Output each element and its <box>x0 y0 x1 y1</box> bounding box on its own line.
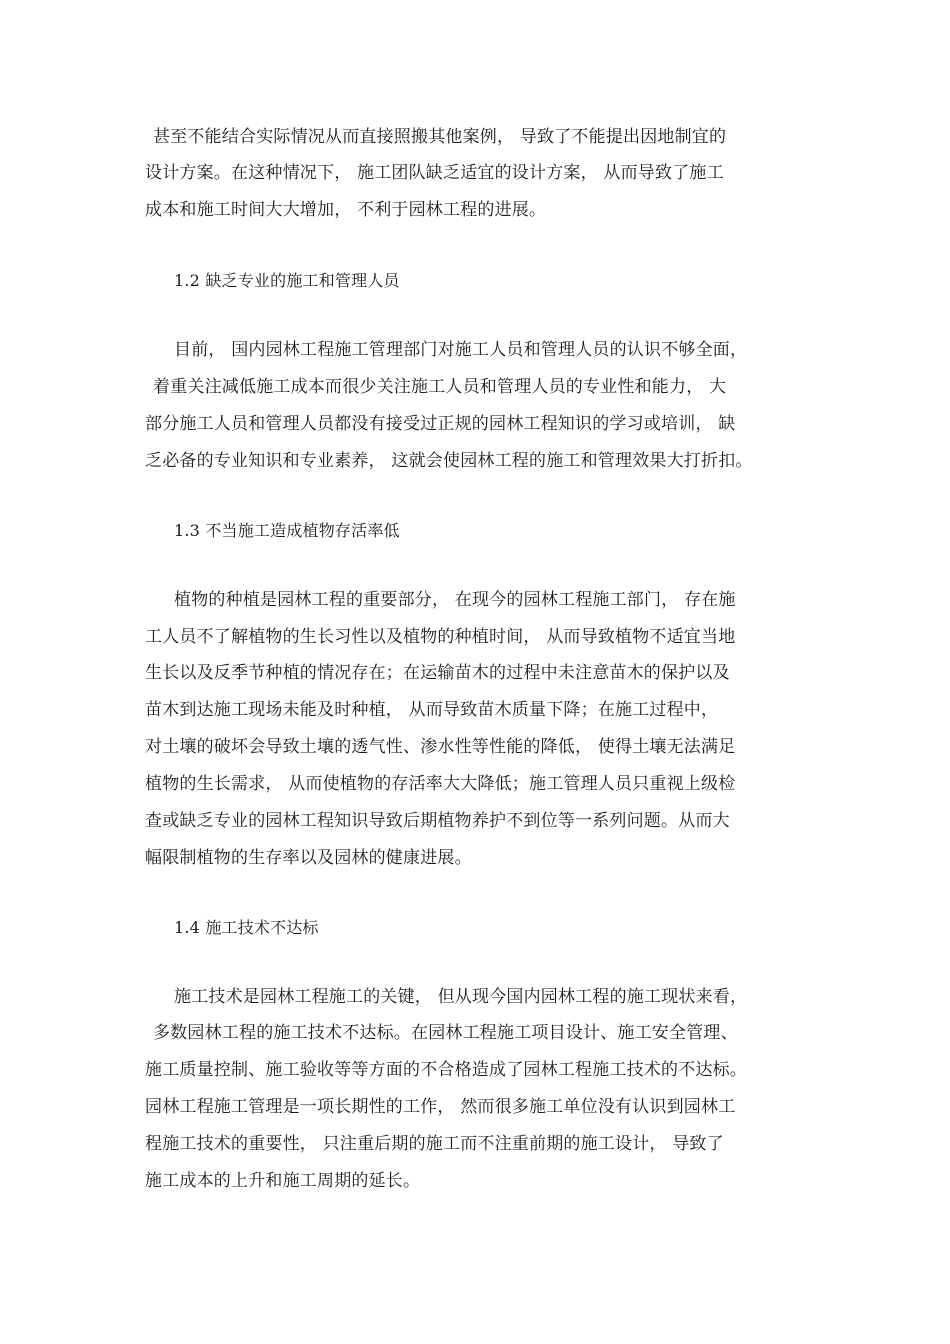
paragraph-line: 施工技术是园林工程施工的关键， 但从现今国内园林工程的施工现状来看， <box>174 987 748 1007</box>
section-heading: 1.4 施工技术不达标 <box>174 918 319 937</box>
section-heading: 1.3 不当施工造成植物存活率低 <box>174 521 400 540</box>
paragraph-line: 园林工程施工管理是一项长期性的工作， 然而很多施工单位没有认识到园林工 <box>145 1097 736 1117</box>
paragraph-line: 苗木到达施工现场未能及时种植， 从而导致苗木质量下降；在施工过程中， <box>145 700 719 720</box>
paragraph-line: 施工质量控制、施工验收等等方面的不合格造成了园林工程施工技术的不达标。 <box>145 1060 747 1080</box>
paragraph-line: 程施工技术的重要性， 只注重后期的施工而不注重前期的施工设计， 导致了 <box>145 1134 724 1154</box>
paragraph-line: 查或缺乏专业的园林工程知识导致后期植物养护不到位等一系列问题。从而大 <box>145 811 730 831</box>
paragraph-line: 着重关注减低施工成本而很少关注施工人员和管理人员的专业性和能力， 大 <box>153 377 727 397</box>
paragraph-line: 施工成本的上升和施工周期的延长。 <box>145 1171 421 1191</box>
paragraph-line: 目前， 国内园林工程施工管理部门对施工人员和管理人员的认识不够全面， <box>174 340 748 360</box>
paragraph-line: 工人员不了解植物的生长习性以及植物的种植时间， 从而导致植物不适宜当地 <box>145 627 736 647</box>
paragraph-line: 乏必备的专业知识和专业素养， 这就会使园林工程的施工和管理效果大打折扣。 <box>145 451 753 471</box>
paragraph-line: 多数园林工程的施工技术不达标。在园林工程施工项目设计、施工安全管理、 <box>153 1023 738 1043</box>
paragraph-line: 幅限制植物的生存率以及园林的健康进展。 <box>145 848 472 868</box>
paragraph-line: 植物的生长需求， 从而使植物的存活率大大降低；施工管理人员只重视上级检 <box>145 774 736 794</box>
paragraph-line: 成本和施工时间大大增加， 不利于园林工程的进展。 <box>145 200 547 220</box>
paragraph-line: 对土壤的破坏会导致土壤的透气性、渗水性等性能的降低， 使得土壤无法满足 <box>145 737 736 757</box>
paragraph-line: 植物的种植是园林工程的重要部分， 在现今的园林工程施工部门， 存在施 <box>174 590 736 610</box>
paragraph-line: 设计方案。在这种情况下， 施工团队缺乏适宜的设计方案， 从而导致了施工 <box>145 163 724 183</box>
paragraph-line: 部分施工人员和管理人员都没有接受过正规的园林工程知识的学习或培训， 缺 <box>145 414 736 434</box>
paragraph-line: 生长以及反季节种植的情况存在；在运输苗木的过程中未注意苗木的保护以及 <box>145 663 730 683</box>
paragraph-line: 甚至不能结合实际情况从而直接照搬其他案例， 导致了不能提出因地制宜的 <box>153 127 727 147</box>
section-heading: 1.2 缺乏专业的施工和管理人员 <box>174 271 400 290</box>
